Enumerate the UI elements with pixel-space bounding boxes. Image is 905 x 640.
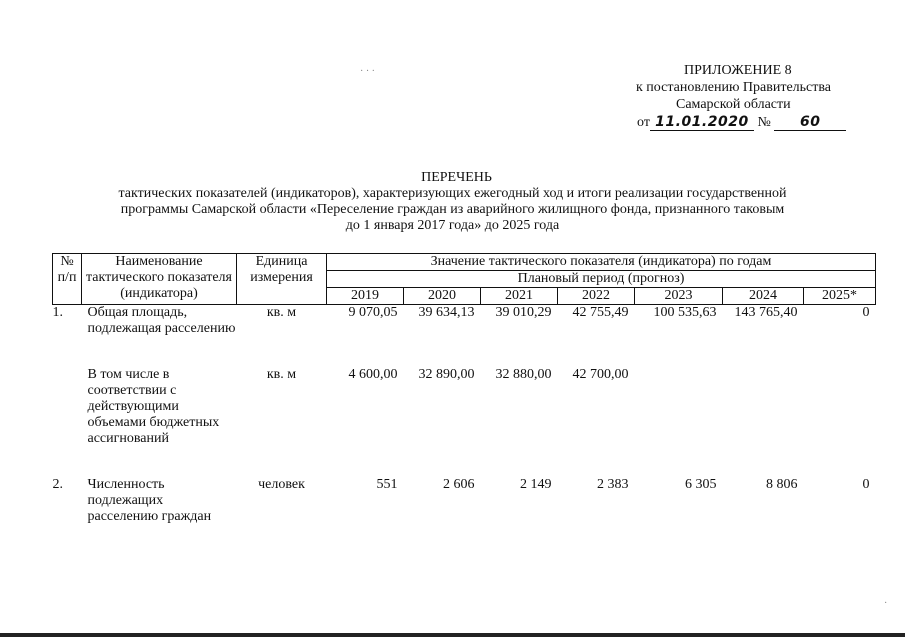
row-value: 143 765,40	[734, 305, 798, 320]
row-value: 0	[862, 477, 870, 492]
scan-bottom-border	[0, 633, 905, 637]
appendix-line-resolution: к постановлению Правительства	[636, 80, 832, 95]
header-num: № п/п	[53, 254, 82, 305]
row-value: 39 010,29	[495, 305, 552, 320]
row-value: 551	[376, 477, 398, 492]
row-spacer	[53, 447, 876, 477]
number-prefix: №	[757, 115, 771, 130]
row-value: 6 305	[685, 477, 717, 492]
row-num: 1.	[52, 305, 63, 320]
row-value	[804, 367, 876, 447]
indicators-table	[52, 253, 876, 525]
appendix-line-region: Самарской области	[676, 97, 791, 112]
row-name: Общая площадь, подлежащая расселению	[87, 305, 236, 336]
row-unit: кв. м	[266, 305, 297, 320]
table-row	[53, 367, 876, 447]
row-value: 4 600,00	[348, 367, 398, 382]
title-line-2: программы Самарской области «Переселение граждан из аварийного жилищного фонда, признанного таковым	[120, 202, 785, 217]
row-value: 42 755,49	[572, 305, 629, 320]
table-row	[53, 305, 876, 338]
header-name: Наименование тактического показателя (индикатора)	[82, 254, 237, 305]
row-value: 100 535,63	[653, 305, 717, 320]
row-value: 32 890,00	[418, 367, 475, 382]
row-name: Численность подлежащих расселению граждан	[87, 477, 212, 524]
row-value: 32 880,00	[495, 367, 552, 382]
title-line-1: тактических показателей (индикаторов), характеризующих ежегодный ход и итоги реализации государственной	[118, 186, 787, 201]
number-field	[774, 115, 846, 131]
row-value: 0	[862, 305, 870, 320]
header-year: 2019	[327, 288, 404, 305]
row-value	[723, 367, 804, 447]
header-year: 2022	[558, 288, 635, 305]
header-year: 2021	[481, 288, 558, 305]
row-value: 42 700,00	[572, 367, 629, 382]
header-values-group: Значение тактического показателя (индикатора) по годам	[327, 254, 876, 271]
table-row	[53, 477, 876, 525]
header-planned-group: Плановый период (прогноз)	[327, 271, 876, 288]
header-year: 2024	[723, 288, 804, 305]
header-unit: Единица измерения	[237, 254, 327, 305]
row-name: В том числе в соответствии с действующими объемами бюджетных ассигнований	[87, 367, 220, 446]
row-value: 2 383	[597, 477, 629, 492]
scan-speck: · · ·	[360, 66, 375, 77]
header-year: 2025*	[804, 288, 876, 305]
row-spacer	[53, 337, 876, 367]
scan-speck: ·	[884, 598, 888, 609]
row-unit: человек	[258, 477, 305, 492]
row-num	[53, 367, 82, 447]
row-value: 2 606	[443, 477, 475, 492]
title-heading: ПЕРЕЧЕНЬ	[421, 170, 492, 185]
title-line-3: до 1 января 2017 года» до 2025 года	[345, 218, 560, 233]
row-value: 9 070,05	[348, 305, 398, 320]
row-unit: кв. м	[266, 367, 297, 382]
row-num: 2.	[52, 477, 63, 492]
document-title	[0, 170, 905, 234]
handwritten-number: 60	[800, 114, 821, 130]
row-value: 8 806	[766, 477, 798, 492]
appendix-heading: ПРИЛОЖЕНИЕ 8	[684, 63, 792, 78]
appendix-date-line	[600, 114, 890, 131]
row-value: 2 149	[520, 477, 552, 492]
appendix-block	[600, 62, 890, 131]
row-value: 39 634,13	[418, 305, 475, 320]
handwritten-date: 11.01.2020	[655, 114, 749, 130]
header-year: 2023	[635, 288, 723, 305]
row-value	[635, 367, 723, 447]
date-prefix: от	[637, 115, 650, 130]
header-year: 2020	[404, 288, 481, 305]
date-field	[650, 115, 754, 131]
